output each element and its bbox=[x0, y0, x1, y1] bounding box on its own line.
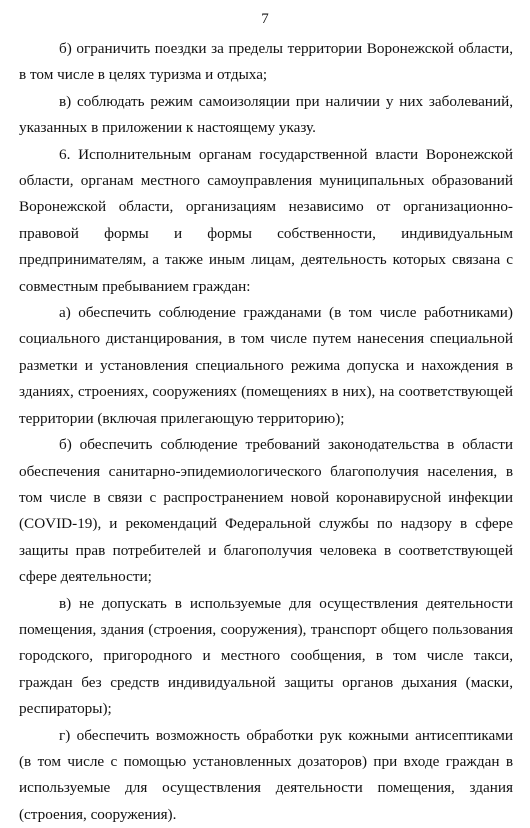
paragraph-b-sanitary: б) обеспечить соблюдение требований законодательства в области обеспечения санитарно-эпидемиологического благополучия населения, в том числе в связи с распространением новой коронавирусной инфекции (COVID-19), и рекомендаций Федеральной службы по надзору в сфере защиты прав потребителей и благополучия человека в соответствующей сфере деятельности; bbox=[19, 436, 513, 586]
page-number: 7 bbox=[261, 11, 269, 27]
paragraph-b-travel: б) ограничить поездки за пределы территории Воронежской области, в том числе в целях туризма и отдыха; bbox=[19, 40, 513, 84]
paragraph-6-authorities: 6. Исполнительным органам государственной власти Воронежской области, органам местного самоуправления муниципальных образований Воронежской области, организациям независимо от организационно-правовой формы и формы собственности, индивидуальным предпринимателям, а также иным лицам, деятельность которых связана с совместным пребыванием граждан: bbox=[19, 145, 513, 295]
document-body bbox=[19, 36, 513, 828]
paragraph-v-masks: в) не допускать в используемые для осуществления деятельности помещения, здания (строения, сооружения), транспорт общего пользования городского, пригородного и местного сообщения, в том числе такси, граждан без средств индивидуальной защиты органов дыхания (маски, респираторы); bbox=[19, 594, 513, 718]
paragraph-a-distancing: а) обеспечить соблюдение гражданами (в том числе работниками) социального дистанцирования, в том числе путем нанесения специальной разметки и установления специального режима допуска и нахождения в зданиях, строениях, сооружениях (помещениях в них), на соответствующей территории (включая прилегающую территорию); bbox=[19, 304, 513, 427]
paragraph-v-self-isolation: в) соблюдать режим самоизоляции при наличии у них заболеваний, указанных в приложении к настоящему указу. bbox=[19, 92, 513, 137]
paragraph-g-antiseptics: г) обеспечить возможность обработки рук кожными антисептиками (в том числе с помощью установленных дозаторов) при входе граждан в используемые для осуществления деятельности помещения, здания (строения, сооружения). bbox=[19, 726, 513, 823]
